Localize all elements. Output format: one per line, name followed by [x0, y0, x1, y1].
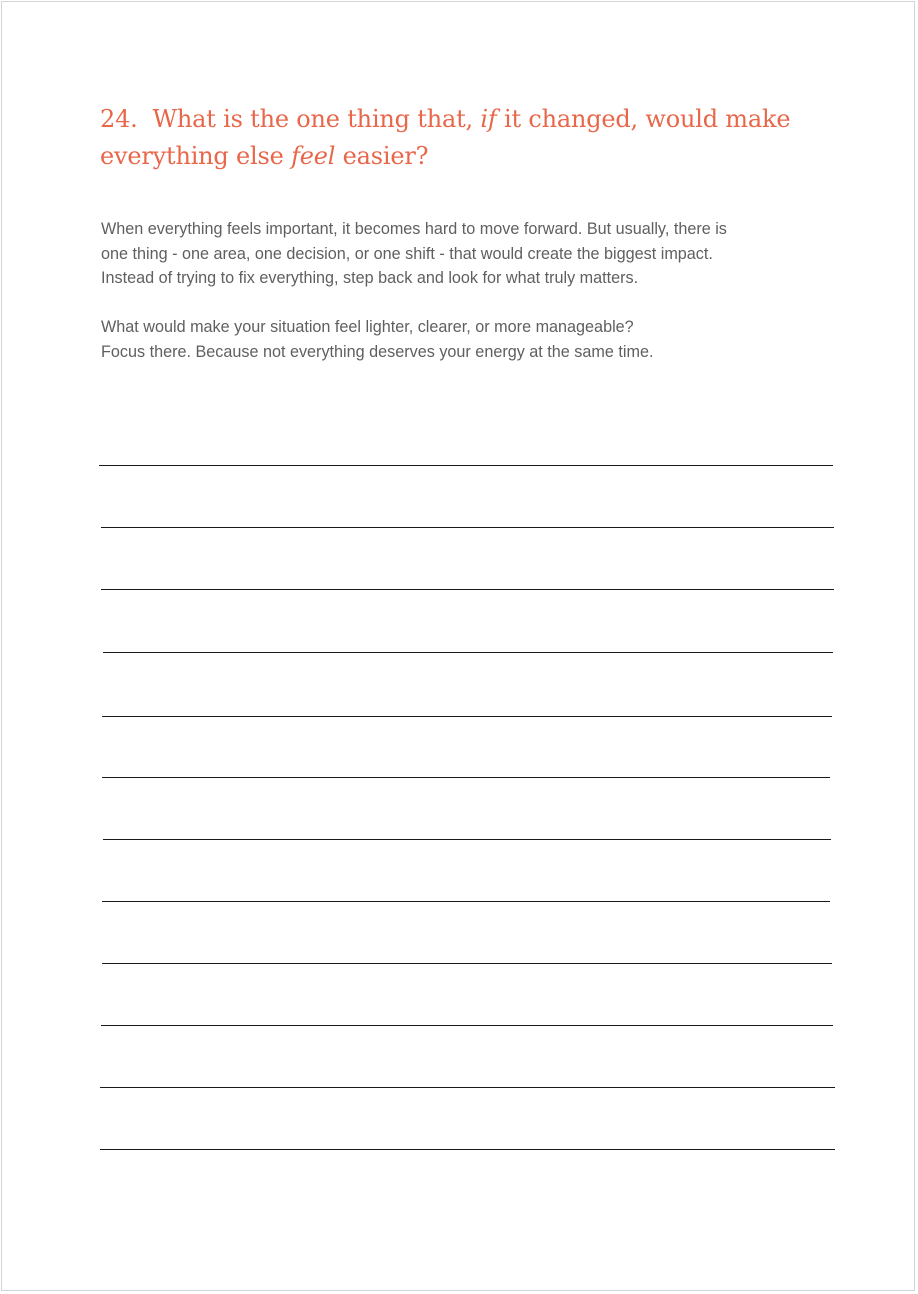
writing-line — [102, 901, 830, 902]
writing-line — [102, 963, 832, 964]
question-text-part: easier? — [335, 142, 429, 170]
writing-line — [101, 589, 834, 590]
writing-line — [101, 1025, 833, 1026]
question-emphasis-if: if — [480, 105, 497, 133]
writing-line — [103, 839, 831, 840]
writing-line — [100, 1087, 835, 1088]
paragraph-line: Focus there. Because not everything deserves your energy at the same time. — [101, 342, 654, 361]
question-text-part: What is the one thing that, — [152, 105, 481, 133]
paragraph-line: Instead of trying to fix everything, step back and look for what truly matters. — [101, 269, 639, 287]
writing-line — [101, 527, 834, 528]
writing-line — [102, 777, 830, 778]
paragraph-line: one thing - one area, one decision, or one shift - that would create the biggest impact. — [101, 244, 713, 263]
question-text-part: it changed, would make — [496, 105, 791, 133]
question-text-part: everything else — [100, 142, 292, 170]
writing-line — [100, 1149, 835, 1150]
paragraph-line: When everything feels important, it becomes hard to move forward. But usually, there is — [101, 220, 727, 238]
writing-line — [103, 652, 833, 653]
question-number: 24. — [100, 105, 138, 133]
writing-line — [99, 465, 833, 466]
paragraph-line: What would make your situation feel lighter, clearer, or more manageable? — [101, 318, 634, 336]
writing-line — [102, 716, 832, 717]
question-emphasis-feel: feel — [291, 142, 336, 170]
